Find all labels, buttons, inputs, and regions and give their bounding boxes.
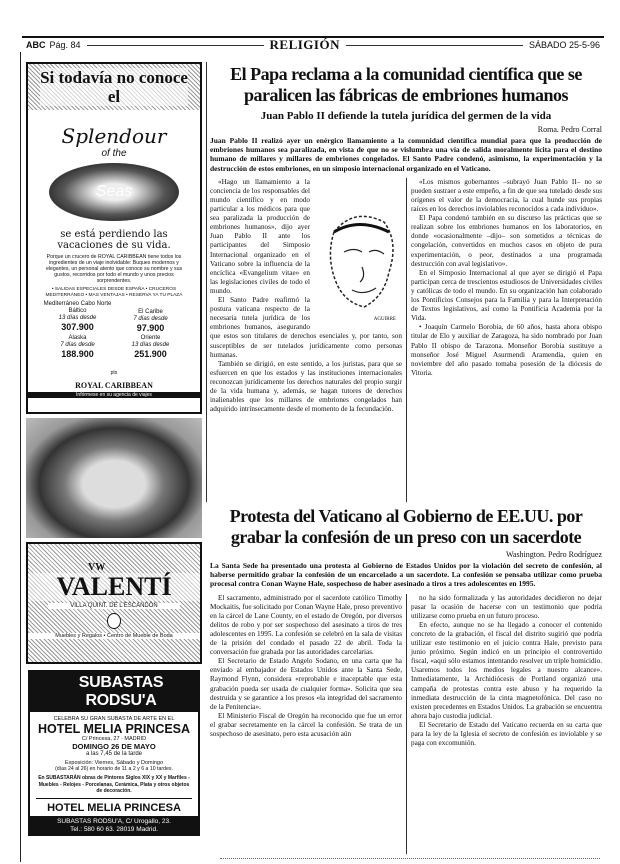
contact-phone: Tel.: 580 60 63. 28019 Madrid. [70,825,158,833]
article2-lead: La Santa Sede ha presentado una protesta al Gobierno de Estados Unidos por la violación del secreto de confesión, al haberse permitido grabar la confesión de un encarcelado a un sacerdote. La confesión se pensaba utilizar como prueba procesal contra Conan Wayne Hale, sospechoso de haber asesinado a tiros a tres adolescentes en 1995. [210,561,602,589]
cruise-ship-photo [26,418,202,538]
hotel-address: C/ Princesa, 27 · MADRID [81,736,147,742]
date: SÁBADO 25-5-96 [528,40,601,50]
paragraph: «Hago un llamamiento a la conciencia de los responsables del mundo científico y en modo particular a los médicos para que sea paralizada la producción de embriones humanos», dijo ayer Juan Pablo II ante los participantes del Simposio Internacional organizado en el Vaticano sobre la influencia de la encíclica «Evangelium vitae» en las legislaciones civiles de todo el mundo. [210,177,310,295]
page-number: Pág. 84 [49,40,81,50]
hotel-name-repeat: HOTEL MELIA PRINCESA [47,801,181,814]
paragraph: En el Simposio Internacional al que ayer se dirigió el Papa participan cerca de trescientos estudiosos de Universidades civiles y católicas de todo el mundo. En su organización han colaborado los Pontificios Consejos para la Familia y para la Interpretación de Textos legislativos, así como la Pontificia Academia por la Vida. [411,268,602,323]
valenti-ad [26,542,202,664]
offer: El Caribe 7 días desde 97.900 [133,309,168,334]
ad-intro: CELEBRA SU GRAN SUBASTA DE ARTE EN EL [53,716,175,722]
royal-caribbean-ad [26,62,202,414]
article2 [210,506,602,854]
paragraph: El Santo Padre reafirmó la postura vaticana respecto de la necesaria tutela jurídica de los embriones humanos, asegurando que estos son titulares de derechos esenciales y, por tanto, son susceptibles de ser tutelados jurídicamente como personas humanas. [210,296,402,359]
page-header [22,36,604,52]
paragraph: El Secretario de Estado del Vaticano recuerda en su carta que para la ley de la Iglesia el secreto de confesión es inviolable y se paga con excomunión. [411,720,602,748]
brand-logo: ROYAL CARIBBEAN [75,381,153,391]
article1-headline: El Papa reclama a la comunidad científica que se paralicen las fábricas de embriones humanos [230,64,582,105]
paragraph: También se dirigió, en este sentido, a los juristas, para que se esfuercen en que los estados y las instituciones internacionales reconozcan jurídicamente los derechos naturales del propio surgir de la vida humana y, además, se hagan tutores de derechos inalienables que los millares de embriones congelados han adquirido intrínsecamente desde el momento de la fecundación. [210,359,402,414]
paragraph: • Joaquín Carmelo Borobia, de 60 años, hasta ahora obispo titular de Elo y auxiliar de Zaragoza, ha sido nombrado por Juan Pablo II obispo de Tarazona. Monseñor Borobia sustituye a monseñor José Miguel Asurmendi Aramendía, quien en noviembre del año pasado tomaba posesión de la diócesis de Vitoria. [411,323,602,377]
article1-column-1 [210,178,406,502]
valenti-footer: Muebles y Regalos • Centro de Mueble de Boda [28,633,200,639]
auction-date: DOMINGO 26 DE MAYO [72,742,156,751]
ad-footer: Infórmese en su agencia de viajes [28,392,200,398]
offer: Oriente 13 días desde 251.900 [131,335,170,360]
ship-name: Splendour [61,124,167,148]
auction-items: En SUBASTARÁN obras de Pintores Siglos XIX y XX y Marfiles - Muebles - Relojes - Porcelanas, Cerámica, Plata y otros objetos de decoración. [36,775,192,799]
subastas-rodsua-ad [28,670,200,836]
section-title: RELIGIÓN [269,37,340,52]
article2-headline: Protesta del Vaticano al Gobierno de EE.UU. por grabar la confesión de un preso con un sacerdote [229,506,583,547]
ship-illustration: Seas [49,163,179,221]
auction-time: a las 7,45 de la tarde [85,751,143,757]
article1-lead: Juan Pablo II realizó ayer un enérgico llamamiento a la comunidad científica mundial para que la producción de embriones humanos sea paralizada, en vista de que no se vislumbra una vía de salida moralmente lícita para el destino humano de millares y millares de embriones congelados. El Santo Padre condenó, asimismo, la experimentación y la destrucción de estos embriones, en un simposio internacional organizado en el Vaticano. [210,136,602,173]
valenti-brand: VALENTÍ [28,573,200,601]
currency: pts [110,370,118,377]
ad-tagline: se está perdiendo las vacaciones de su vida. [57,229,171,251]
paragraph: El Ministerio Fiscal de Oregón ha reconocido que fue un error el grabar secretamente en la cárcel la confesión. Se trata de un sospechoso de asesinato, pero esta acusación aún [210,711,402,739]
ad-headline: Si todavía no conoce el [40,68,188,106]
ship-name-2: of the [101,148,127,159]
contact-address: SUBASTAS RODSU'A, C/ Urogallo, 23. [57,817,171,825]
paragraph: «Los mismos gobernantes –subrayó Juan Pablo II– no se pueden sustraer a este empeño, a fin de que sea tutelado desde sus orígenes el valor de la democracia, la cual hunde sus propias raíces en los derechos inviolables reconocidos a cada individuo». [411,177,602,214]
ad-extras: • SALIDAS ESPECIALES DESDE ESPAÑA • CRUCEROS MEDITERRÁNEO • MAS VENTAJAS • RESERVA YA TU PLAZA [45,287,183,298]
offer: Alaska 7 días desde 188.900 [60,335,95,360]
portrait-signature: AGUIRRE [373,316,396,322]
article1 [210,64,602,502]
valenti-subtitle: VILLA QUINT. DE L'ESCANDÓN [48,603,180,609]
paragraph: El sacramento, administrado por el sacerdote católico Timothy Mockaitis, fue solicitado por Conan Wayne Hale, preso preventivo en la cárcel de Lane County, en el estado de Oregón, por diversos delitos de robo y por ser sospechoso del asesinato a tiros de tres adolescentes en 1995. La confesión se celebró en la sala de visitas de la prisión del condado el pasado 22 de abril. Toda la conversación fue grabada por las autoridades carcelarias. [210,593,402,657]
contact-bar [30,816,198,836]
exhibition-hours: (días 24 al 26) en horario de 11 a 2 y 6 a 10 tardes. [55,766,173,772]
paper-name: ABC [26,40,46,50]
paragraph: El Papa condenó también en su discurso las prácticas que se realizan sobre los embriones humanos en los laboratorios, en donde «ocasionalmente –dijo– son sometidos a técnicas de congelación, convertidos en muchos casos en objeto de pura experimentación, o peor, destinados a una programada destrucción con aval legislativo». [411,214,602,268]
article1-byline: Roma. Pedro Corral [537,125,602,134]
article1-subhead: Juan Pablo II defiende la tutela jurídica del germen de la vida [260,110,552,122]
paragraph: no ha sido formalizada y las autoridades decidieron no dejar pasar la ocasión de hacerse con un testimonio que podría utilizarse como prueba en un futuro proceso. [411,593,602,620]
subastas-brand: SUBASTAS RODSU'A [30,672,198,712]
paragraph: En efecto, aunque no se ha llegado a conocer el contenido concreto de la grabación, el fiscal del distrito sugirió que podría utilizar este testimonio en el juicio contra Hale, previsto para junio próximo. Según indicó en un principio el controvertido fiscal, «aquí sólo estamos intentando resolver un triple homicidio. Usaremos todos los medios legales a nuestro alcance». Inmediatamente, la Archidiócesis de Portland organizó una campaña de protestas contra este abuso y ha requerido la inmediata destrucción de la cinta magnetofónica. Del caso no existen precedentes en Estados Unidos. La grabación se encuentra ahora bajo custodia judicial. [411,620,602,720]
hotel-name: HOTEL MELIA PRINCESA [37,722,191,736]
ad-body: Porque un crucero de ROYAL CARIBBEAN tiene todos los ingredientes de un viaje inolvidable: Buques modernos y elegantes, un personal atento que conoce su nombre y sus gustos, recorridos por todo el mundo y unos precios sorprendentes. [45,254,183,284]
offer: Mediterráneo Cabo Norte Báltico 13 días desde 307.900 [43,301,112,333]
portrait-illustration [314,202,402,322]
exhibition-info: Exposición: Viernes, Sábado y Domingo [64,760,164,766]
valenti-monogram: VW [88,562,106,573]
article1-column-2 [406,178,602,502]
article2-byline: Washington. Pedro Rodríguez [505,550,602,559]
divider [220,858,600,859]
paragraph: El Secretario de Estado Angelo Sodano, en una carta que ha enviado al embajador de Estados Unidos ante la Santa Sede, Raymond Flynn, considera «reprobable e inaceptable que esta grabación pueda ser usada de cualquier forma». Solicita que sea destruida y se garantice a los presos «la integridad del sacramento de la Penitencia». [210,657,402,711]
valenti-emblem-icon [107,613,121,629]
article2-column-2 [406,594,602,854]
article2-column-1 [210,594,406,854]
